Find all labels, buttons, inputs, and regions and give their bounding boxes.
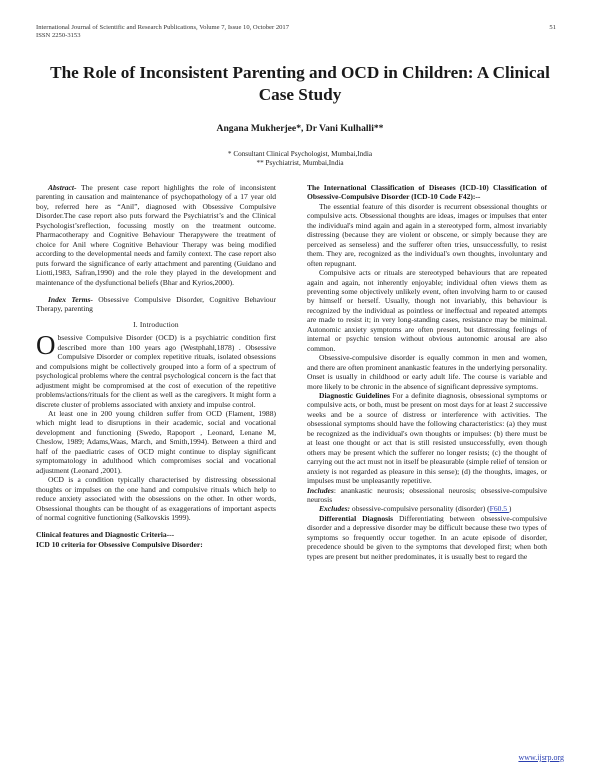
index-terms-label: Index Terms- <box>48 294 93 304</box>
paper-title: The Role of Inconsistent Parenting and OCD in Children: A Clinical Case Study <box>50 63 550 104</box>
right-column <box>307 183 547 561</box>
page-number: 51 <box>549 24 556 31</box>
affiliations <box>40 150 560 168</box>
includes <box>307 486 547 505</box>
journal-header <box>36 24 289 40</box>
intro-paragraph-2: At least one in 200 young children suffer from OCD (Flament, 1988) which might lead to disruptions in their academic, social and vocational development and functioning (Swedo, Rapoport , Leonard, Lenane M, Cheslow, 1989; Adams,Waas, March, and Smith,1994). Between a third and half of the paediatric cases of OCD might continue to display significant symptomatology in adulthood which compromises social and vocational adjustment (Leonard ,2001). <box>36 408 276 475</box>
affiliation-2: ** Psychiatrist, Mumbai,India <box>256 159 344 167</box>
differential-diagnosis <box>307 514 547 561</box>
diagnostic-guidelines-label: Diagnostic Guidelines <box>319 390 390 400</box>
authors: Angana Mukherjee*, Dr Vani Kulhalli** <box>216 123 384 134</box>
abstract-label: Abstract- <box>48 183 77 192</box>
includes-text: : anankastic neurosis; obsessional neurosis; obsessive-compulsive neurosis <box>307 485 547 504</box>
left-column <box>36 183 276 549</box>
excludes-end: ) <box>508 504 512 514</box>
diagnostic-guidelines <box>307 391 547 486</box>
intro-paragraph-1 <box>36 330 276 409</box>
intro-paragraph-1-text: bsessive Compulsive Disorder (OCD) is a psychiatric condition first described more than 100 years ago (Westphahl,1878) . Obsessive Compulsive Disorder or complex repetitive rituals, isolated obsessions and compulsions might be collectively grouped into a form of a spectrum of psychological problems where the central psychological concern is the fact that adjustment might be compromised at the cost of execution of the repetitive problems/actions/rituals for the client as well as the caregivers. It might form a discrete cluster of problems associated with anxiety and impulse control. <box>36 333 276 409</box>
issn: ISSN 2250-3153 <box>36 32 81 39</box>
excludes <box>307 504 547 513</box>
icd-paragraph-1: The essential feature of this disorder is recurrent obsessional thoughts or compulsive acts. Obsessional thoughts are ideas, images or impulses that enter the individual's mind again and again in a stereotyped form, almost invariably distressing (because they are violent or obscene, or simply because they are perceived as senseless) and the sufferer often tries, unsuccessfully, to resist them. They are, recognized as the individual's own thoughts, involuntary and often repugnant. <box>307 201 547 268</box>
index-terms-text: Obsessive Compulsive Disorder, Cognitive Behaviour Therapy, parenting <box>36 294 276 314</box>
index-terms <box>36 295 276 314</box>
intro-paragraph-3: OCD is a condition typically characterised by distressing obsessional thoughts or impulses on the one hand and compulsive rituals which help to reduce anxiety associated with the obsessions on the other. In other words, Obsessional thoughts can be thought of as exaggerations of important aspects of normal cognitive functioning (Salkovskis 1999). <box>36 475 276 522</box>
abstract <box>36 183 276 287</box>
differential-diagnosis-label: Differential Diagnosis <box>319 513 394 523</box>
dropcap-letter: O <box>36 330 56 361</box>
icd-paragraph-3: Obsessive-compulsive disorder is equally common in men and women, and there are often prominent anankastic features in the underlying personality. Onset is usually in childhood or early adult life. The course is variable and more likely to be chronic in the absence of significant depressive symptoms. <box>307 353 547 391</box>
icd-heading: The International Classification of Diseases (ICD-10) Classification of Obsessive-Compulsive Disorder (ICD-10 Code F42):-- <box>307 183 547 202</box>
icd-criteria-heading: ICD 10 criteria for Obsessive Compulsive Disorder: <box>36 539 203 549</box>
affiliation-1: * Consultant Clinical Psychologist, Mumbai,India <box>227 150 373 158</box>
clinical-heading: Clinical features and Diagnostic Criteria--- <box>36 530 175 540</box>
section-heading-introduction: I. Introduction <box>133 319 179 329</box>
excludes-link-f605[interactable]: F60.5 <box>489 504 509 514</box>
differential-diagnosis-text: Differentiating between obsessive-compulsive disorder and a depressive disorder may be difficult because these two types of symptoms so frequently occur together. In an acute episode of disorder, precedence should be given to the symptoms that developed first; when both types are present but neither predominates, it is usually best to regard the <box>307 513 547 561</box>
diagnostic-guidelines-text: For a definite diagnosis, obsessional symptoms or compulsive acts, or both, must be present on most days for at least 2 successive weeks and be a source of distress or interference with activities. The obsessional symptoms should have the following characteristics: (a) they must be recognized as the individual's own thoughts or impulses: (b) there must be at least one thought or act that is still resisted unsuccessfully, even though others may be present which the sufferer no longer resists; (c) the thought of carrying out the act must not in itself be pleasurable (simple relief of tension or anxiety is not regarded as pleasure in this sense); (d) the thoughts, images, or impulses must be unpleasantly repetitive. <box>307 390 547 486</box>
journal-name: International Journal of Scientific and Research Publications, Volume 7, Issue 10, October 2017 <box>36 24 290 31</box>
includes-label: Includes <box>307 485 334 495</box>
abstract-text: The present case report highlights the role of inconsistent parenting in causation and maintenance of psychopathology of a 17 year old boy, referred here as “Anil”, diagnosed with Obsessive Compulsive Disorder.The case report also puts forward the Psychiatrist’s and the Clinical Psychologist’sreflection, focussing mostly on the treatment outcome. Pharmacotherapy and Cognitive Behaviour Therapywere the treatment of choice for Anil where Cognitive Behaviour Therapy was being modified according to the developmental needs and family context. The case report also puts forward the significance of early attachment and parenting (Guidano and Liotti,1983, Safran,1990) and the role they played in the development and maintenance of the dysfunctional beliefs (Bhar and Kyrios,2000). <box>36 183 276 287</box>
icd-paragraph-2: Compulsive acts or rituals are stereotyped behaviours that are repeated again and again, not inherently enjoyable; individual often views them as preventing some objectively unlikely event, often involving harm to or caused by himself or herself. Usually, though not invariably, this behaviour is recognized by the individual as pointless or ineffectual and repeated attempts are made to resist it; in very long-standing cases, resistance may be minimal. Autonomic anxiety symptoms are often present, but distressing feelings of internal or psychic tension without obvious autonomic arousal are also common. <box>307 268 547 353</box>
excludes-label: Excludes: <box>319 504 351 514</box>
footer-url-link[interactable]: www.ijsrp.org <box>518 753 564 762</box>
excludes-text: obsessive-compulsive personality (disorder) ( <box>350 504 490 514</box>
